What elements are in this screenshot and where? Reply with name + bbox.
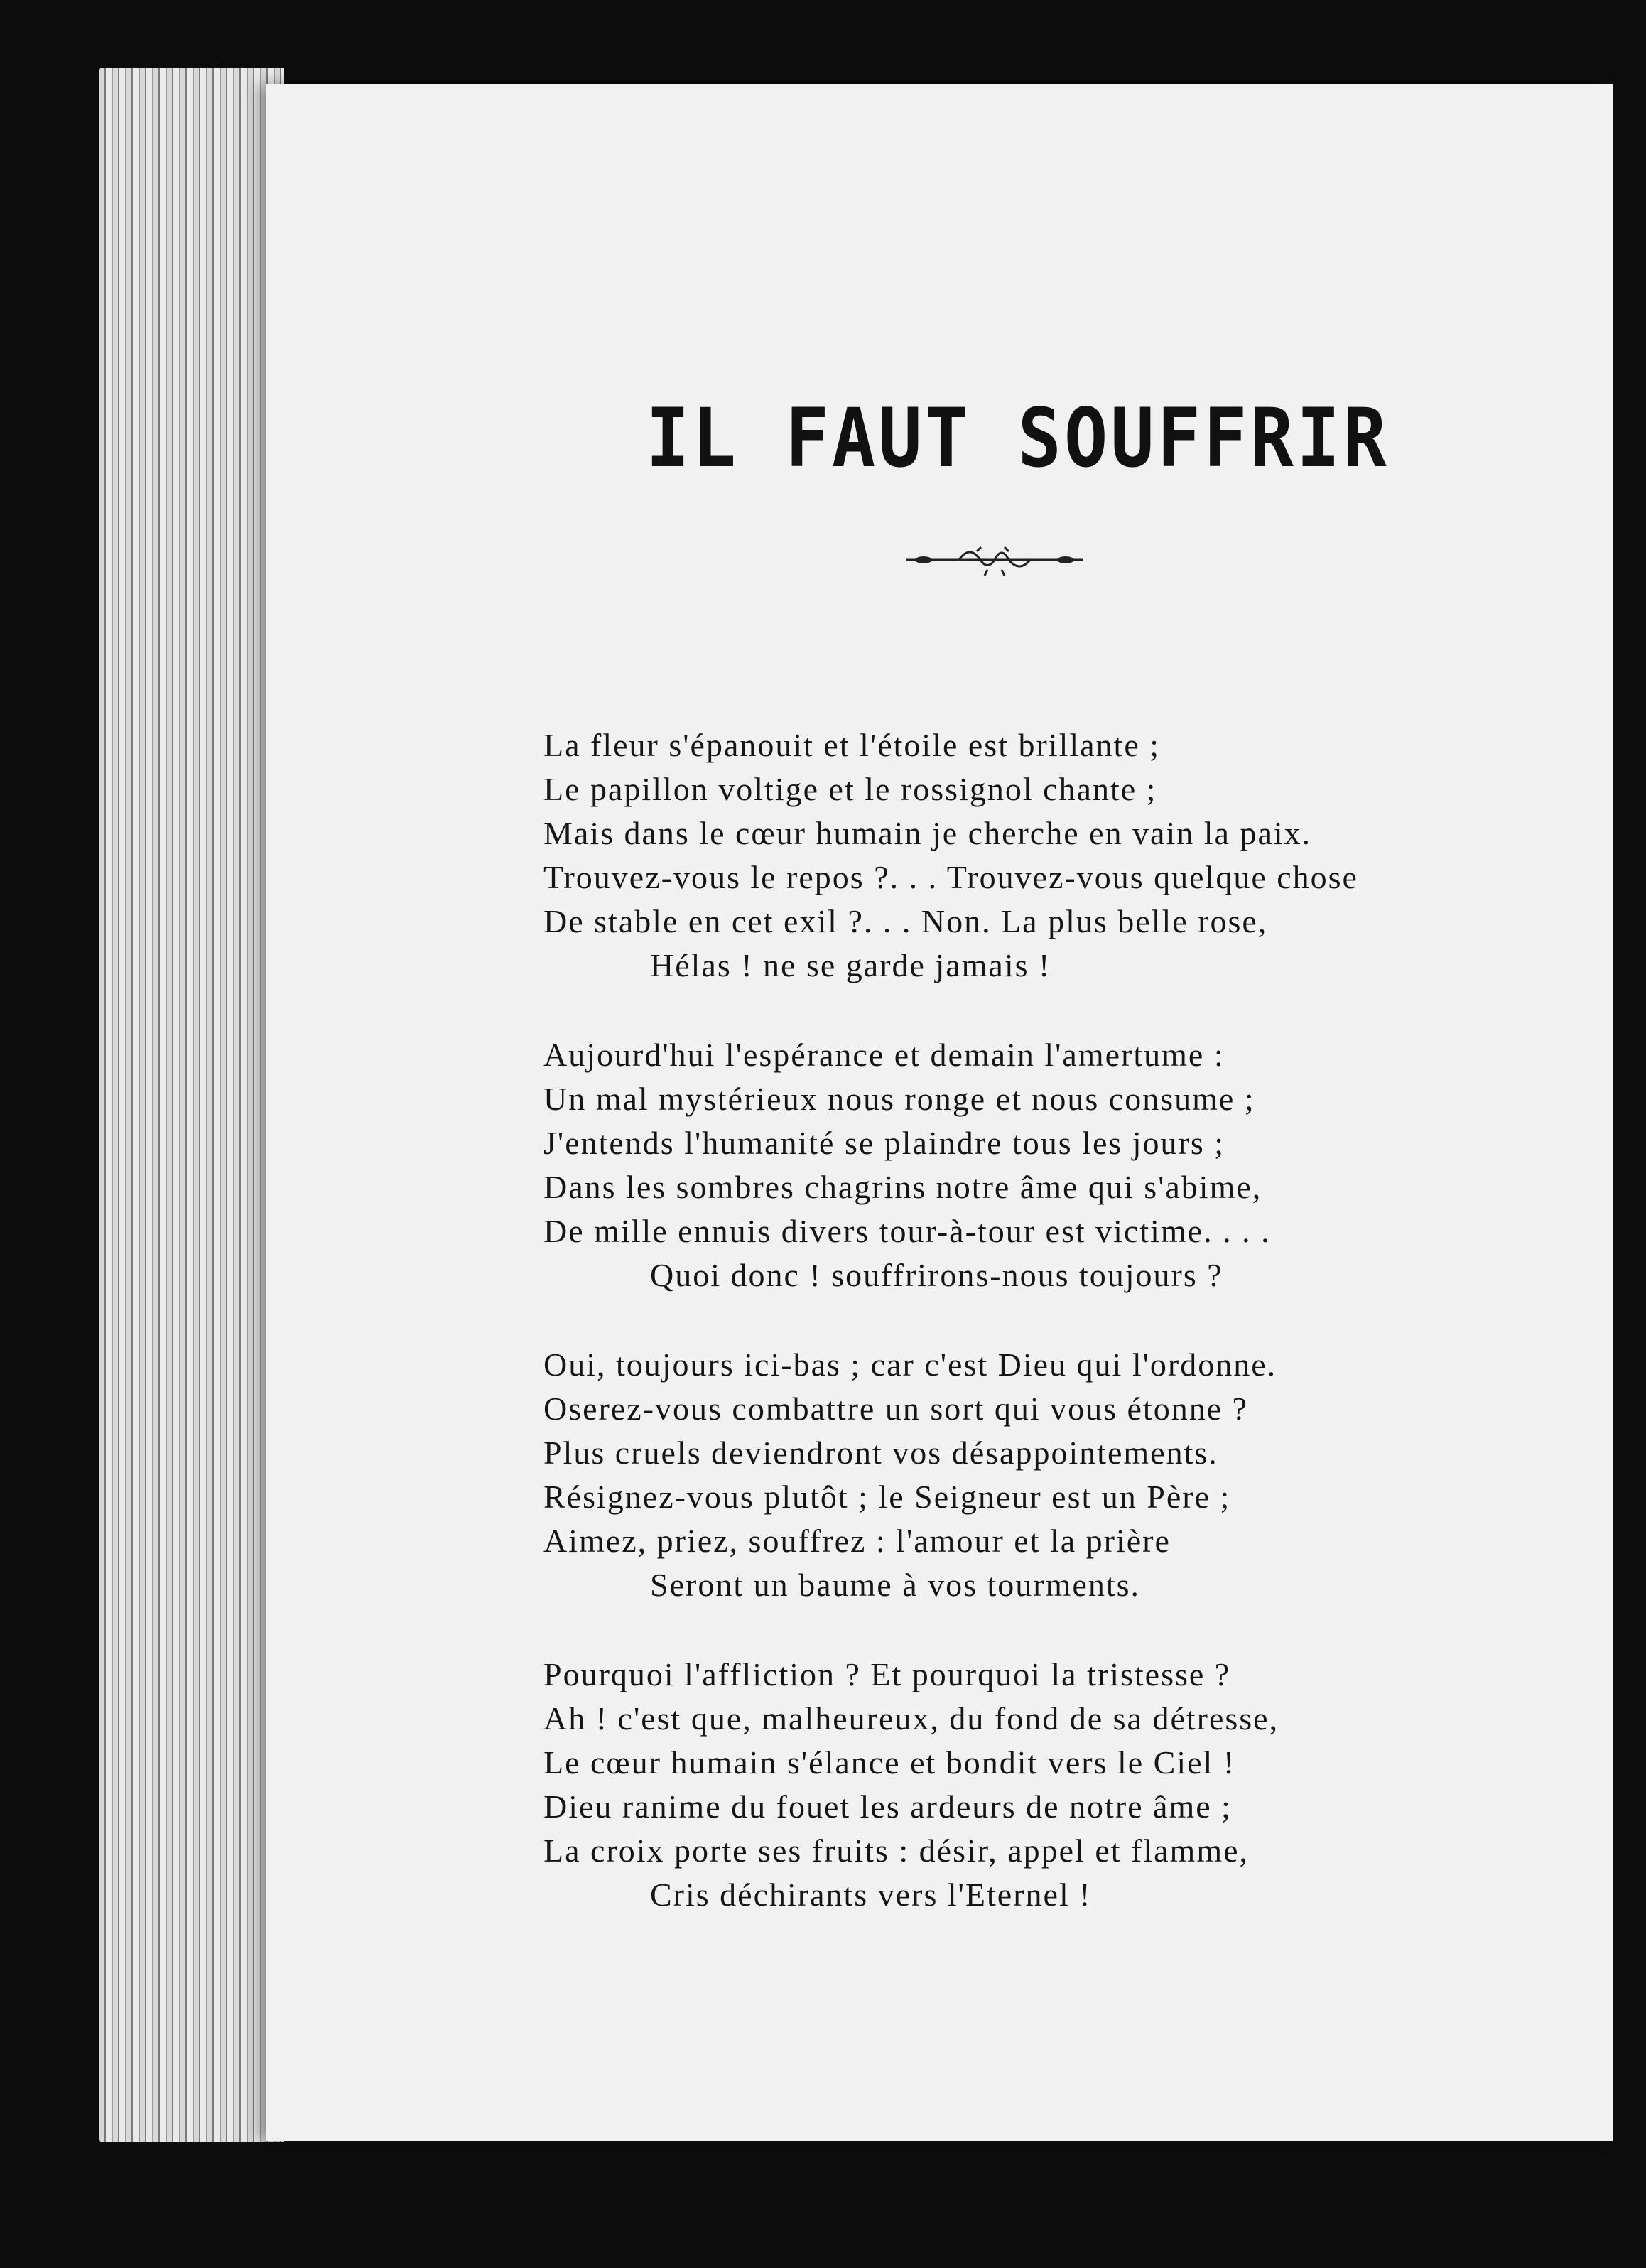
poem-line: Ah ! c'est que, malheureux, du fond de sa détresse, <box>543 1700 1279 1737</box>
poem-line: Aimez, priez, souffrez : l'amour et la prière <box>543 1523 1171 1559</box>
poem-refrain-line: Seront un baume à vos tourments. <box>650 1567 1141 1603</box>
poem-line: Oserez-vous combattre un sort qui vous étonne ? <box>543 1390 1249 1427</box>
poem-line: La croix porte ses fruits : désir, appel et flamme, <box>543 1832 1250 1869</box>
poem-line: Mais dans le cœur humain je cherche en vain la paix. <box>543 815 1312 851</box>
poem-refrain-line: Hélas ! ne se garde jamais ! <box>650 947 1051 983</box>
book-page <box>266 84 1613 2141</box>
vine-ornament-icon <box>902 539 1087 581</box>
poem-line: Dans les sombres chagrins notre âme qui s'abime, <box>543 1169 1262 1205</box>
poem-line: Le papillon voltige et le rossignol chante ; <box>543 771 1157 807</box>
poem-line: Un mal mystérieux nous ronge et nous consume ; <box>543 1081 1255 1117</box>
book-page-edges <box>99 68 284 2142</box>
stanza-2 <box>543 1033 1552 1297</box>
poem-line: Le cœur humain s'élance et bondit vers le Ciel ! <box>543 1744 1236 1781</box>
poem-line: De mille ennuis divers tour-à-tour est victime. . . . <box>543 1213 1271 1249</box>
poem-line: Dieu ranime du fouet les ardeurs de notre âme ; <box>543 1788 1232 1825</box>
poem-line: Plus cruels deviendront vos désappointements. <box>543 1435 1218 1471</box>
stanza-3 <box>543 1343 1552 1607</box>
poem-title: IL FAUT SOUFFRIR <box>646 391 1390 487</box>
poem-line: J'entends l'humanité se plaindre tous les jours ; <box>543 1125 1225 1161</box>
stanza-1 <box>543 723 1552 988</box>
poem-line: Pourquoi l'affliction ? Et pourquoi la tristesse ? <box>543 1656 1231 1692</box>
poem-line: De stable en cet exil ?. . . Non. La plus belle rose, <box>543 903 1268 939</box>
poem-line: Aujourd'hui l'espérance et demain l'amertume : <box>543 1037 1225 1073</box>
poem-line: Résignez-vous plutôt ; le Seigneur est un Père ; <box>543 1479 1231 1515</box>
poem-refrain-line: Cris déchirants vers l'Eternel ! <box>650 1876 1092 1913</box>
poem-refrain-line: Quoi donc ! souffrirons-nous toujours ? <box>650 1257 1223 1293</box>
poem-line: Trouvez-vous le repos ?. . . Trouvez-vous quelque chose <box>543 859 1358 895</box>
stanza-4 <box>543 1653 1552 1917</box>
poem-body <box>543 723 1552 1962</box>
poem-line: Oui, toujours ici-bas ; car c'est Dieu qui l'ordonne. <box>543 1346 1277 1383</box>
poem-line: La fleur s'épanouit et l'étoile est brillante ; <box>543 727 1161 763</box>
